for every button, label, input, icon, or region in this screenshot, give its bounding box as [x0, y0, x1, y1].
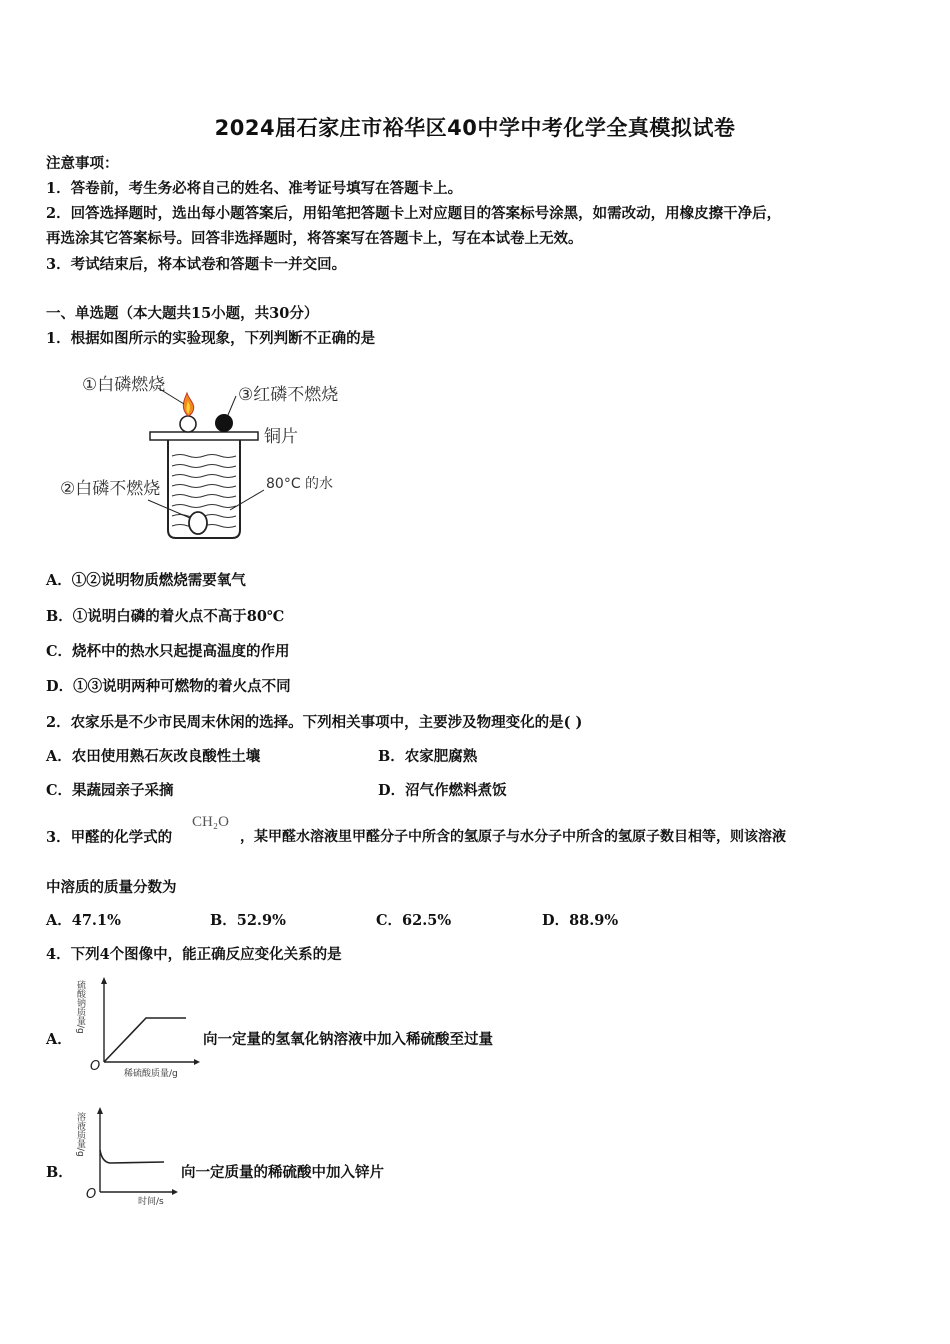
q3-stem-start: 3．甲醛的化学式的: [46, 829, 173, 846]
q1-stem: 1．根据如图所示的实验现象，下列判断不正确的是: [46, 330, 376, 347]
notice-item: 1．答卷前，考生务必将自己的姓名、准考证号填写在答题卡上。: [46, 180, 463, 197]
q4-option-b-text: 向一定质量的稀硫酸中加入锌片: [181, 1164, 384, 1181]
y-axis-label: 溶液质量/g: [75, 1112, 85, 1157]
notice-item: 2．回答选择题时，选出每小题答案后，用铅笔把答题卡上对应题目的答案标号涂黑，如需改动，用橡皮擦干净后，: [46, 205, 782, 222]
red-phosphorus: [215, 414, 233, 432]
q4-graph-b: [75, 1106, 180, 1207]
q2-option-b: B．农家肥腐熟: [378, 748, 478, 765]
q2-option-c: C．果蔬园亲子采摘: [46, 782, 174, 799]
q1-option-b: B．①说明白磷的着火点不高于80℃: [46, 608, 285, 625]
x-axis-label: 稀硫酸质量/g: [124, 1069, 178, 1079]
origin-label: O: [86, 1187, 97, 1202]
q3-stem-middle: ，某甲醛水溶液里甲醛分子中所含的氢原子与水分子中所含的氢原子数目相等，则该溶液: [240, 829, 786, 845]
label-2: ②白磷不燃烧: [60, 479, 161, 499]
notice-item: 再选涂其它答案标号。回答非选择题时，将答案写在答题卡上，写在本试卷上无效。: [46, 230, 583, 247]
q3-option-c: C．62.5%: [376, 912, 452, 929]
label-1: ①白磷燃烧: [82, 375, 166, 395]
q1-option-a: A．①②说明物质燃烧需要氧气: [46, 572, 246, 589]
q3-option-d: D．88.9%: [542, 912, 619, 929]
y-axis-label: 硫酸钠质量/g: [75, 980, 85, 1034]
origin-label: O: [90, 1059, 101, 1074]
q2-option-a: A．农田使用熟石灰改良酸性土壤: [46, 748, 261, 765]
q1-experiment-figure: [60, 360, 360, 548]
copper-plate: [150, 432, 258, 440]
section-heading: 一、单选题（本大题共15小题，共30分）: [46, 305, 319, 322]
q2-option-d: D．沼气作燃料煮饭: [378, 782, 507, 799]
label-water: 80°C 的水: [266, 476, 334, 492]
data-line: [100, 1150, 164, 1163]
page-title: 2024届石家庄市裕华区40中学中考化学全真模拟试卷: [214, 116, 736, 140]
q3-option-a: A．47.1%: [46, 912, 121, 929]
q1-option-c: C．烧杯中的热水只起提高温度的作用: [46, 643, 290, 660]
white-phosphorus-burning: [180, 416, 196, 432]
data-line: [104, 1018, 186, 1062]
q4-option-a-text: 向一定量的氢氧化钠溶液中加入稀硫酸至过量: [203, 1031, 493, 1048]
q3-stem-end: 中溶质的质量分数为: [46, 879, 177, 896]
q4-stem: 4．下列4个图像中，能正确反应变化关系的是: [46, 946, 342, 963]
q4-option-a-letter: A．: [46, 1031, 72, 1048]
label-copper: 铜片: [264, 427, 298, 447]
white-phosphorus-underwater: [189, 512, 207, 534]
q4-graph-a: [75, 974, 200, 1079]
notice-item: 3．考试结束后，将本试卷和答题卡一并交回。: [46, 256, 347, 273]
q1-option-d: D．①③说明两种可燃物的着火点不同: [46, 678, 291, 695]
q4-option-b-letter: B．: [46, 1164, 73, 1181]
label-3: ③红磷不燃烧: [238, 385, 339, 405]
q2-stem: 2．农家乐是不少市民周末休闲的选择。下列相关事项中，主要涉及物理变化的是( ): [46, 714, 583, 731]
x-axis-label: 时间/s: [138, 1197, 164, 1207]
q3-formula: CH₂O: [192, 814, 229, 830]
notice-heading: 注意事项：: [46, 155, 119, 172]
q3-option-b: B．52.9%: [210, 912, 286, 929]
